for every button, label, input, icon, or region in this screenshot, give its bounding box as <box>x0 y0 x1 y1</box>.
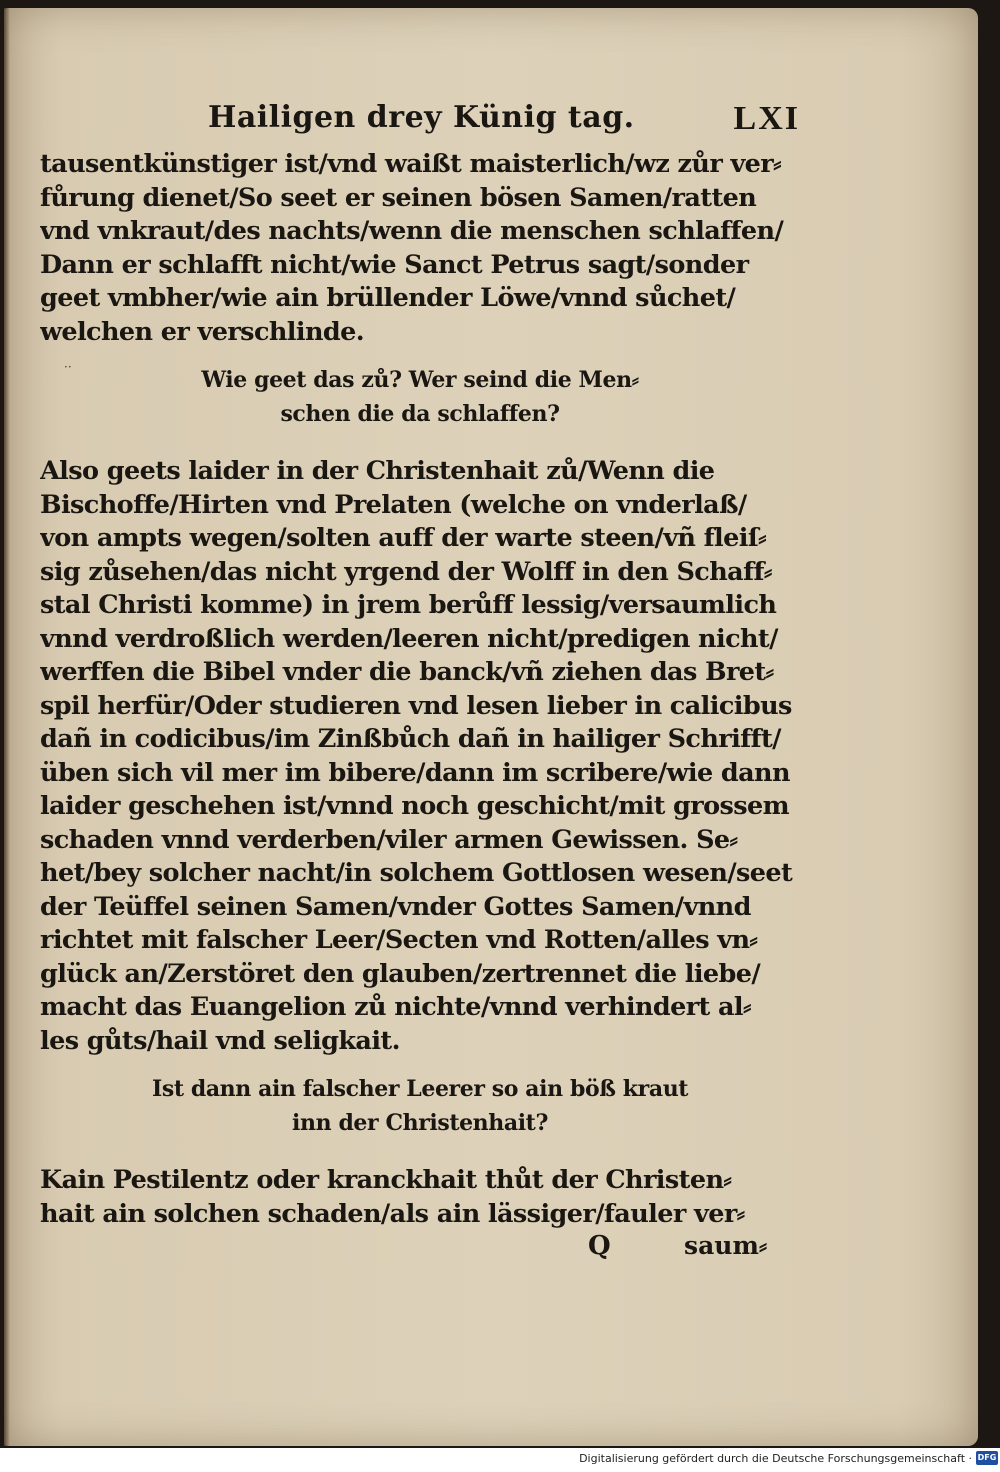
question-heading-2 <box>40 1072 800 1140</box>
running-head <box>40 96 800 148</box>
text-line: macht das Euangelion zů nichte/vnnd verhindert al⸗ <box>40 992 751 1022</box>
funding-credit: Digitalisierung gefördert durch die Deutsche Forschungsgemeinschaft · <box>579 1452 972 1465</box>
text-line: werffen die Bibel vnder die banck/vñ ziehen das Bret⸗ <box>40 657 774 687</box>
text-line: welchen er verschlinde. <box>40 316 365 347</box>
text-line: hait ain solchen schaden/als ain lässiger/fauler ver⸗ <box>40 1198 745 1229</box>
book-page <box>4 8 978 1446</box>
page-spine-edge <box>4 8 10 1446</box>
text-line: schaden vnnd verderben/viler armen Gewissen. Se⸗ <box>40 824 738 855</box>
signature-mark: Q <box>588 1231 611 1261</box>
ink-speck: ·· <box>64 360 72 374</box>
text-line: vnnd verdroßlich werden/leeren nicht/predigen nicht/ <box>40 623 778 654</box>
heading-line: schen die da schlaffen? <box>280 401 560 427</box>
text-line: fůrung dienet/So seet er seinen bösen Samen/ratten <box>40 182 757 213</box>
text-line: Also geets laider in der Christenhait zů/Wenn die <box>40 456 715 486</box>
text-line: der Teüffel seinen Samen/vnder Gottes Samen/vnnd <box>40 891 751 922</box>
text-line: tausentkünstiger ist/vnd waißt maisterlich/wz zůr ver⸗ <box>40 149 782 179</box>
text-line: Kain Pestilentz oder kranckhait thůt der Christen⸗ <box>40 1165 732 1195</box>
text-line: Bischoffe/Hirten vnd Prelaten (welche on vnderlaß/ <box>40 489 747 520</box>
text-line: dañ in codicibus/im Zinßbůch dañ in hailiger Schrifft/ <box>40 724 781 754</box>
footer-bar <box>0 1448 1000 1472</box>
running-title: Hailigen drey Künig tag. <box>208 100 635 135</box>
paragraph-1 <box>40 148 800 349</box>
text-line: vnd vnkraut/des nachts/wenn die menschen schlaffen/ <box>40 216 784 246</box>
text-line: Dann er schlafft nicht/wie Sanct Petrus sagt/sonder <box>40 249 749 280</box>
heading-line: Wie geet das zů? Wer seind die Men⸗ <box>201 367 639 393</box>
text-line: laider geschehen ist/vnnd noch geschicht/mit grossem <box>40 791 790 821</box>
text-line: von ampts wegen/solten auff der warte steen/vñ fleiſ⸗ <box>40 523 767 553</box>
text-line: geet vmbher/wie ain brüllender Löwe/vnnd sůchet/ <box>40 283 736 313</box>
question-heading-1 <box>40 363 800 431</box>
text-line: stal Christi komme) in jrem berůff lessig/versaumlich <box>40 590 777 620</box>
dfg-logo: DFG <box>976 1451 998 1465</box>
catchword-row <box>40 1231 800 1267</box>
folio-number: LXI <box>733 100 800 137</box>
text-line: sig zůsehen/das nicht yrgend der Wolff in den Schaff⸗ <box>40 556 772 587</box>
text-line: spil herfür/Oder studieren vnd lesen lieber in calicibus <box>40 690 792 721</box>
heading-line: Ist dann ain falscher Leerer so ain böß kraut <box>151 1076 689 1102</box>
text-line: les gůts/hail vnd seligkait. <box>40 1025 400 1056</box>
heading-line: inn der Christenhait? <box>292 1110 548 1136</box>
text-line: glück an/Zerstöret den glauben/zertrennet die liebe/ <box>40 958 761 989</box>
paragraph-3 <box>40 1164 800 1231</box>
text-line: üben sich vil mer im bibere/dann im scribere/wie dann <box>40 757 790 788</box>
text-line: het/bey solcher nacht/in solchem Gottlosen wesen/seet <box>40 858 793 888</box>
catchword: saum⸗ <box>684 1231 768 1260</box>
paragraph-2 <box>40 455 800 1058</box>
text-line: richtet mit falscher Leer/Secten vnd Rotten/alles vn⸗ <box>40 925 758 955</box>
text-block <box>40 96 800 1267</box>
